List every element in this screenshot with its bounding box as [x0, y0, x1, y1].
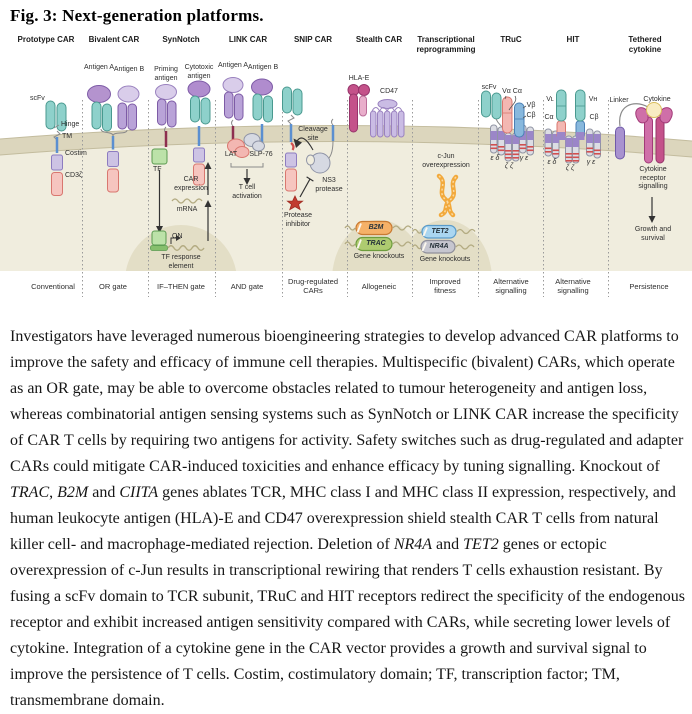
cytokine-receptor-signalling-label: Cytokine receptor signalling: [638, 166, 668, 191]
zeta-zeta-label: ζ ζ: [565, 165, 575, 172]
protease-inhibitor-label: Protease inhibitor: [283, 212, 313, 228]
column-header-link-car: LINK CAR: [228, 35, 268, 44]
platforms-diagram-graphics: [0, 0, 692, 302]
vbeta-label: Vβ: [526, 102, 536, 109]
car-expression-label: CAR expression: [174, 176, 208, 192]
growth-and-survival-label: Growth and survival: [634, 226, 672, 242]
zeta-zeta-label: ζ ζ: [504, 163, 514, 170]
caption-segment-ciita: CIITA: [119, 484, 159, 501]
figure-title: Fig. 3: Next-generation platforms.: [10, 6, 264, 25]
caption-segment: ,: [49, 484, 58, 501]
vl-label: Vʟ: [546, 96, 554, 103]
nr4a-gene-label: NR4A: [429, 243, 449, 250]
column-footer-alternative-signalling: Alternative signalling: [555, 277, 591, 296]
column-header-bivalent-car: Bivalent CAR: [88, 35, 140, 44]
tm-label: TM: [62, 133, 73, 140]
column-header-stealth-car: Stealth CAR: [355, 35, 403, 44]
epsilon-delta-label: ε δ: [547, 159, 557, 166]
antigen-b-label: Antigen B: [113, 66, 145, 73]
caption-segment: genes ablates TCR, MHC class I and MHC class II expression, respectively, and human leukocyte antigen (HLA)-E and CD47 overexpression shield stealth CAR T cells from natural killer cell- and macrophage-mediated rejection. Deletion of: [10, 484, 676, 553]
cbeta-label: Cβ: [526, 112, 536, 119]
gene-knockouts-label: Gene knockouts: [419, 256, 471, 263]
calpha-label: Cα: [544, 114, 554, 121]
on-label: ON: [172, 233, 183, 240]
tf-response-element-label: TF response element: [161, 254, 201, 270]
column-header-truc: TRuC: [500, 35, 522, 44]
column-footer-allogeneic: Allogeneic: [361, 282, 397, 291]
antigen-b-label: Antigen B: [247, 64, 279, 71]
gamma-epsilon-label: γ ε: [586, 159, 596, 166]
lat-label: LAT: [224, 151, 238, 158]
hinge-label: Hinge: [61, 121, 80, 128]
column-header-prototype-car: Prototype CAR: [17, 35, 75, 44]
caption-segment: genes or ectopic overexpression of c-Jun results in transcriptional rewiring that renders T cells exhaustion resistant. By fusing a scFv domain to TCR subunit, TRuC and HIT receptors redirect the specificity of the endogenous receptor and exhibit increased antigen sensitivity compared with CARs, while secreting lower levels of cytokine. Integration of a cytokine gene in the CAR vector provides a growth and survival signal to improve the persistence of T cells. Costim, costimulatory domain; TF, transcription factor; TM, transmembrane domain.: [10, 536, 685, 709]
column-footer-persistence: Persistence: [629, 282, 669, 291]
caption-segment: and: [88, 484, 120, 501]
column-footer-alternative-signalling: Alternative signalling: [493, 277, 529, 296]
priming-antigen-label: Priming antigen: [154, 66, 178, 82]
scfv-label: scFv: [481, 84, 497, 91]
costim-label: Costim: [65, 150, 87, 157]
cbeta-label: Cβ: [589, 114, 599, 121]
gamma-epsilon-label: γ ε: [519, 155, 529, 162]
column-header-hit: HIT: [566, 35, 580, 44]
figure-caption: [10, 324, 686, 714]
caption-segment: and: [432, 536, 464, 553]
caption-segment: Investigators have leveraged numerous bioengineering strategies to develop advanced CAR platforms to improve the safety and efficacy of immune cell therapies. Multispecific (bivalent) CARs, which operate as an OR gate, may be able to overcome obstacles related to tumour heterogeneity and antigen loss, whereas combinatorial antigen sensing systems such as SynNotch or LINK CAR increase the specificity of CAR T cells by requiring two antigens for activity. Safety switches such as drug-regulated and adapter CARs could mitigate CAR-induced toxicities and enhance efficacy by tuning signalling. Knockout of: [10, 328, 684, 475]
hla-e-label: HLA-E: [348, 75, 370, 82]
column-header-snip-car: SNIP CAR: [293, 35, 333, 44]
column-header-synnotch: SynNotch: [162, 35, 200, 44]
ns3-protease-label: NS3 protease: [315, 177, 343, 193]
cytokine-label: Cytokine: [643, 96, 671, 103]
slp76-label: SLP-76: [249, 151, 273, 158]
cleavage-site-label: Cleavage site: [298, 126, 328, 142]
epsilon-delta-label: ε δ: [490, 155, 500, 162]
t-cell-activation-label: T cell activation: [232, 184, 262, 200]
column-header-transcriptional-reprogramming: Transcriptional reprogramming: [416, 35, 476, 54]
column-footer-improved-fitness: Improved fitness: [429, 277, 461, 296]
column-footer-if-then-gate: IF–THEN gate: [157, 282, 205, 291]
valpha-calpha-label: Vα Cα: [502, 88, 522, 95]
column-header-tethered-cytokine: Tethered cytokine: [628, 35, 662, 54]
mrna-label: mRNA: [176, 206, 198, 213]
vh-label: Vʜ: [588, 96, 598, 103]
linker-label: Linker: [609, 97, 629, 104]
b2m-gene-label: B2M: [368, 224, 384, 231]
scfv-label: scFv: [30, 95, 45, 102]
column-footer-or-gate: OR gate: [99, 282, 127, 291]
tet2-gene-label: TET2: [431, 228, 449, 235]
cjun-overexpression-label: c-Jun overexpression: [422, 153, 470, 169]
tf-label: TF: [153, 166, 162, 173]
column-footer-and-gate: AND gate: [230, 282, 264, 291]
cytotoxic-antigen-label: Cytotoxic antigen: [184, 64, 214, 80]
caption-segment-nr4a: NR4A: [393, 536, 433, 553]
antigen-a-label: Antigen A: [218, 62, 248, 69]
cd3z-label: CD3ζ: [65, 172, 83, 179]
column-footer-drug-regulated-cars: Drug-regulated CARs: [287, 277, 339, 296]
gene-knockouts-label: Gene knockouts: [353, 253, 405, 260]
cd47-label: CD47: [380, 88, 398, 95]
platforms-figure: [0, 0, 692, 302]
trac-gene-label: TRAC: [366, 240, 386, 247]
column-footer-conventional: Conventional: [31, 282, 75, 291]
caption-segment-tet2: TET2: [463, 536, 499, 553]
caption-segment-trac: TRAC: [10, 484, 50, 501]
antigen-a-label: Antigen A: [84, 64, 114, 71]
caption-segment-b2m: B2M: [57, 484, 89, 501]
